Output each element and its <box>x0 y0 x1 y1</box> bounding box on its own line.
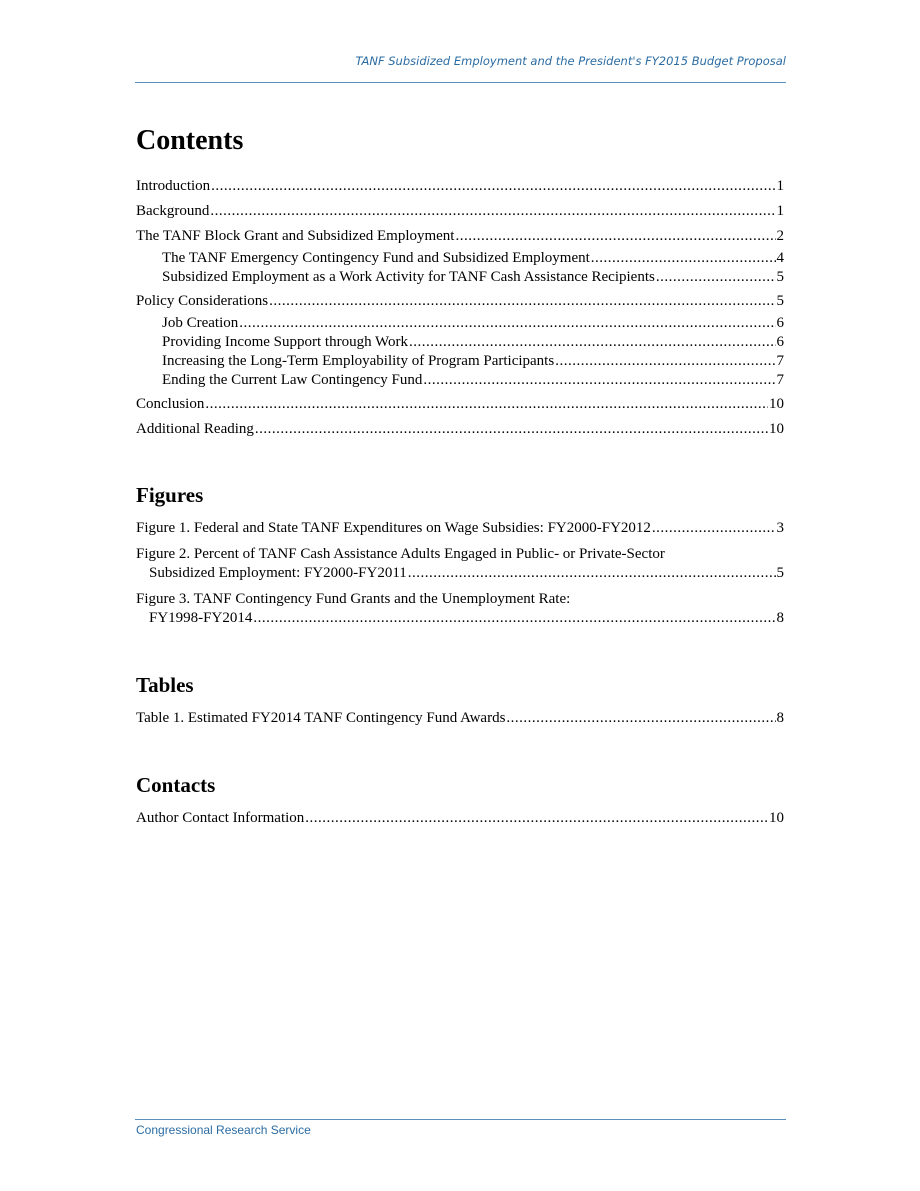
header-rule <box>135 82 786 83</box>
toc-entry-label-line1: Figure 2. Percent of TANF Cash Assistance Adults Engaged in Public- or Private-Sector <box>136 546 665 562</box>
contents-list <box>136 177 784 439</box>
toc-entry-author-contact[interactable] <box>136 809 784 828</box>
toc-entry-label: The TANF Emergency Contingency Fund and Subsidized Employment <box>162 250 590 266</box>
tables-list <box>136 709 784 728</box>
toc-entry-page: 5 <box>776 293 784 309</box>
tables-heading: Tables <box>136 673 194 697</box>
toc-entry-label-line1: Figure 3. TANF Contingency Fund Grants and the Unemployment Rate: <box>136 591 571 607</box>
toc-entry-emergency-contingency-fund[interactable] <box>136 249 784 268</box>
toc-entry-page: 10 <box>769 396 784 412</box>
toc-entry-page: 1 <box>776 178 784 194</box>
toc-entry-page: 1 <box>776 203 784 219</box>
toc-entry-page: 10 <box>769 421 784 437</box>
toc-entry-label: Author Contact Information <box>136 810 305 826</box>
toc-entry-page: 10 <box>769 810 784 826</box>
toc-entry-page: 4 <box>776 250 784 266</box>
toc-entry-figure-1[interactable] <box>136 519 784 538</box>
toc-entry-label: Policy Considerations <box>136 293 269 309</box>
toc-entry-label: Subsidized Employment as a Work Activity for TANF Cash Assistance Recipients <box>162 269 655 285</box>
toc-entry-label: Conclusion <box>136 396 205 412</box>
toc-entry-page: 8 <box>776 710 784 726</box>
toc-entry-page: 8 <box>776 610 784 626</box>
toc-entry-page: 7 <box>776 353 784 369</box>
toc-entry-label: Providing Income Support through Work <box>162 334 408 350</box>
toc-entry-table-1[interactable] <box>136 709 784 728</box>
toc-entry-introduction[interactable] <box>136 177 784 196</box>
toc-entry-page: 5 <box>776 565 784 581</box>
toc-entry-job-creation[interactable] <box>136 314 784 333</box>
toc-entry-employability[interactable] <box>136 352 784 371</box>
figures-list <box>136 519 784 628</box>
toc-entry-label: Background <box>136 203 210 219</box>
toc-entry-label: Introduction <box>136 178 211 194</box>
toc-entry-label: Table 1. Estimated FY2014 TANF Contingency Fund Awards <box>136 710 506 726</box>
toc-entry-page: 2 <box>776 228 784 244</box>
toc-entry-figure-3[interactable] <box>136 590 784 628</box>
toc-entry-conclusion[interactable] <box>136 395 784 414</box>
toc-entry-page: 3 <box>776 520 784 536</box>
toc-entry-income-support[interactable] <box>136 333 784 352</box>
toc-entry-label: The TANF Block Grant and Subsidized Employment <box>136 228 455 244</box>
toc-entry-policy-considerations[interactable] <box>136 292 784 311</box>
toc-entry-label: Additional Reading <box>136 421 254 437</box>
footer-rule <box>135 1119 786 1120</box>
toc-entry-figure-2[interactable] <box>136 545 784 583</box>
toc-entry-label: Increasing the Long-Term Employability of Program Participants <box>162 353 555 369</box>
contents-heading: Contents <box>136 125 244 156</box>
toc-entry-background[interactable] <box>136 202 784 221</box>
toc-entry-label-line2: FY1998-FY2014 <box>149 610 253 626</box>
toc-entry-work-activity[interactable] <box>136 268 784 287</box>
toc-entry-ending-contingency-fund[interactable] <box>136 371 784 390</box>
contacts-list <box>136 809 784 828</box>
toc-entry-label-line2: Subsidized Employment: FY2000-FY2011 <box>149 565 407 581</box>
figures-heading: Figures <box>136 483 204 507</box>
toc-entry-tanf-block-grant[interactable] <box>136 227 784 246</box>
toc-entry-page: 6 <box>776 334 784 350</box>
toc-entry-additional-reading[interactable] <box>136 420 784 439</box>
toc-entry-page: 5 <box>776 269 784 285</box>
toc-entry-page: 6 <box>776 315 784 331</box>
toc-entry-label: Ending the Current Law Contingency Fund <box>162 372 423 388</box>
toc-entry-page: 7 <box>776 372 784 388</box>
toc-entry-label: Job Creation <box>162 315 239 331</box>
toc-entry-label: Figure 1. Federal and State TANF Expenditures on Wage Subsidies: FY2000-FY2012 <box>136 520 651 536</box>
contacts-heading: Contacts <box>136 773 216 797</box>
footer-text: Congressional Research Service <box>136 1123 311 1137</box>
running-header: TANF Subsidized Employment and the President's FY2015 Budget Proposal <box>355 54 786 68</box>
